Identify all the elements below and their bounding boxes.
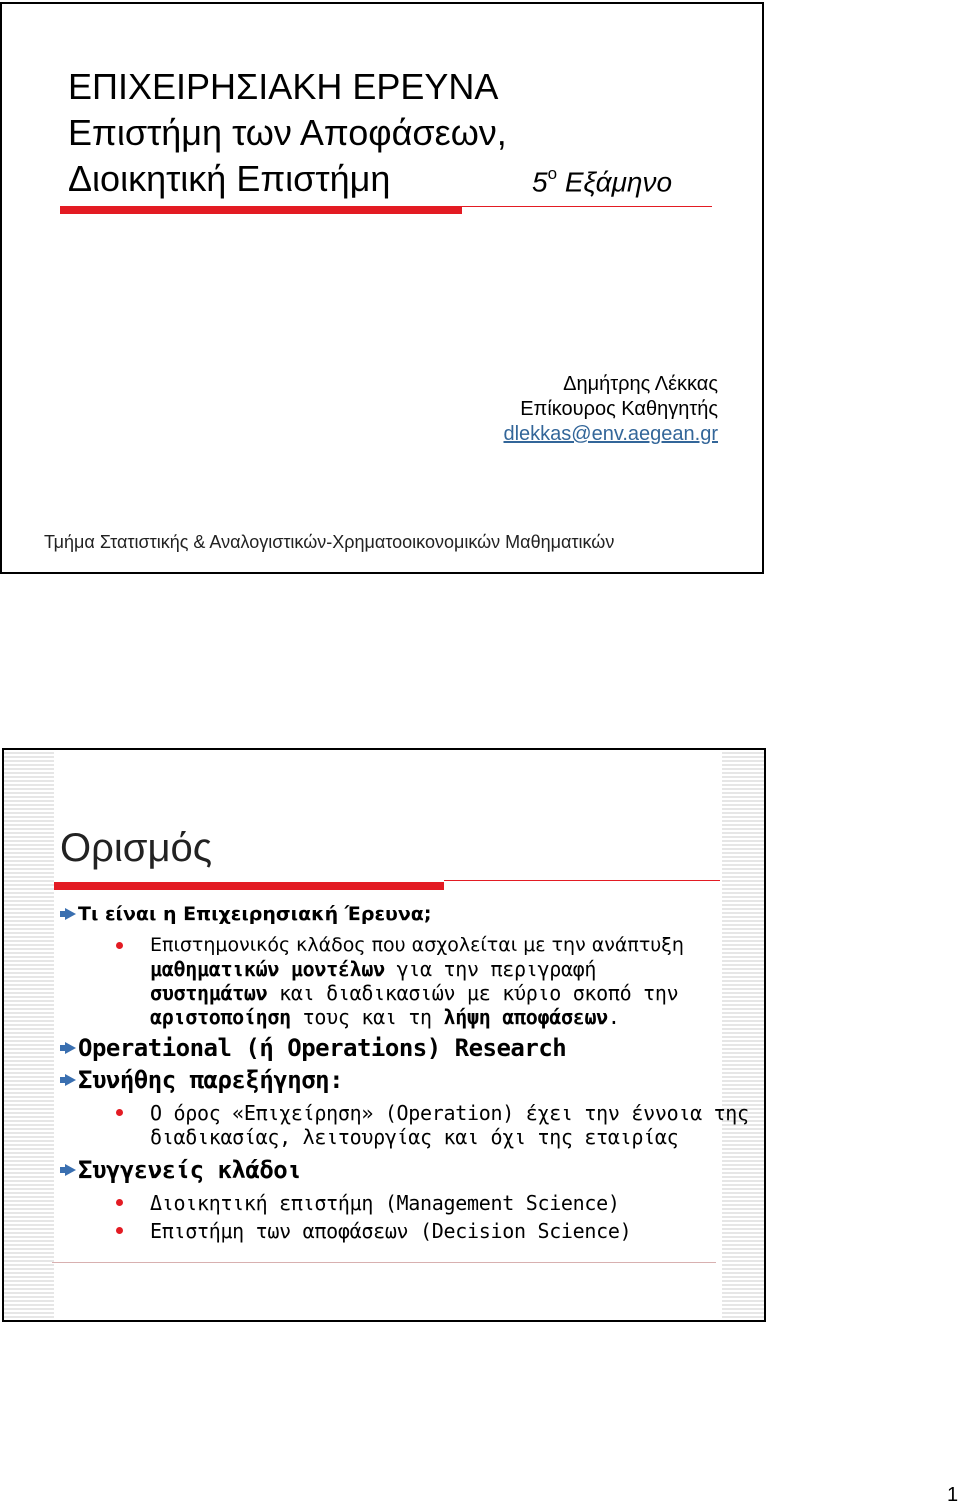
bold-text: αριστοποίηση [150, 1005, 291, 1029]
misconception-line-2: διαδικασίας, λειτουργίας και όχι της εταιρίας [150, 1125, 679, 1149]
heading-common-misconception [60, 1065, 740, 1095]
heading-operational-research [60, 1033, 740, 1063]
arrow-bullet-icon [60, 1164, 76, 1176]
plain-text: . [607, 1005, 620, 1029]
semester-number: 5 [532, 166, 548, 198]
heading-related-fields [60, 1155, 740, 1185]
author-block [503, 372, 718, 447]
heading-text: Τι είναι η Επιχειρησιακή Έρευνα; [78, 903, 432, 925]
title-line-2: Επιστήμη των Αποφάσεων, [68, 112, 507, 153]
list-item [60, 1191, 740, 1215]
definition-slide [2, 748, 766, 1322]
misconception-line-1: Ο όρος «Επιχείρηση» (Operation) έχει την έννοια της [150, 1101, 749, 1125]
heading-text: Συγγενείς κλάδοι [78, 1156, 302, 1184]
list-item [60, 934, 740, 1029]
semester-text: Εξάμηνο [557, 166, 673, 198]
bullet-dot-icon [116, 1199, 123, 1206]
bold-text: λήψη αποφάσεων [443, 1005, 608, 1029]
arrow-bullet-icon [60, 1042, 76, 1054]
slide2-body [60, 902, 749, 1243]
title-line-3: Διοικητική Επιστήμη [68, 158, 391, 199]
list-item [60, 1219, 740, 1243]
definition-line-4 [150, 1005, 740, 1029]
heading-what-is-or [60, 902, 740, 926]
heading-text: Συνήθης παρεξήγηση: [78, 1066, 344, 1094]
semester-label [532, 166, 672, 198]
definition-line-1: Επιστημονικός κλάδος που ασχολείται με την ανάπτυξη [150, 934, 684, 956]
plain-text: και διαδικασιών με κύριο σκοπό την [267, 981, 679, 1005]
title-slide [0, 2, 764, 574]
plain-text: για την περιγραφή [384, 957, 597, 981]
department-label: Τμήμα Στατιστικής & Αναλογιστικών-Χρηματοοικονομικών Μαθηματικών [44, 532, 615, 552]
related-field-2: Επιστήμη των αποφάσεων (Decision Science) [150, 1219, 632, 1243]
title-accent-line [462, 206, 712, 207]
arrow-bullet-icon [60, 1074, 76, 1086]
arrow-bullet-icon [60, 908, 76, 920]
author-email-link[interactable]: dlekkas@env.aegean.gr [503, 423, 718, 445]
bold-text: μαθηματικών μοντέλων [150, 957, 385, 981]
heading-text: Operational (ή Operations) Research [78, 1034, 567, 1062]
semester-superscript: ο [547, 164, 558, 183]
slide2-accent-line [444, 880, 720, 881]
slide2-accent-bar [54, 882, 444, 890]
page-number: 1 [947, 1484, 959, 1506]
definition-line-3 [150, 981, 740, 1005]
slide2-title: Ορισμός [60, 826, 213, 870]
title-line-1: ΕΠΙΧΕΙΡΗΣΙΑΚΗ ΕΡΕΥΝΑ [68, 66, 499, 107]
bold-text: συστημάτων [150, 981, 268, 1005]
bullet-dot-icon [116, 942, 123, 949]
title-accent-bar [60, 206, 462, 214]
related-field-1: Διοικητική επιστήμη (Management Science) [150, 1191, 620, 1215]
author-name: Δημήτρης Λέκκας [563, 373, 718, 395]
list-item [60, 1101, 749, 1149]
plain-text: τους και τη [290, 1005, 444, 1029]
bullet-dot-icon [116, 1109, 123, 1116]
bullet-dot-icon [116, 1227, 123, 1234]
slide2-footer-line [52, 1262, 716, 1263]
author-role: Επίκουρος Καθηγητής [520, 398, 718, 420]
definition-line-2 [150, 957, 740, 981]
slide1-title [68, 64, 507, 202]
